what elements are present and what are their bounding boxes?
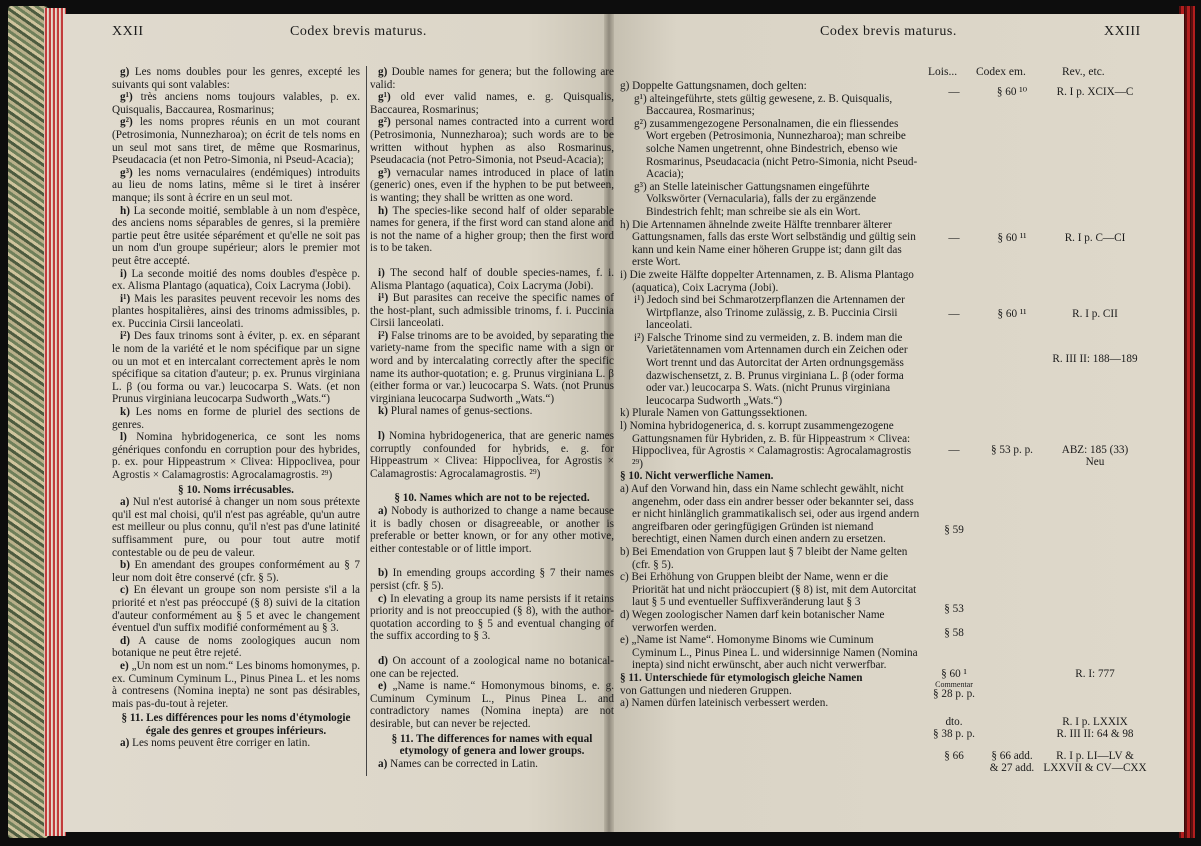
ref-rev: ABZ: 185 (33) [1061,444,1129,456]
ref-lois: § 58 [944,627,964,639]
paragraph: i²) Des faux trinoms sont à éviter, p. ex. en séparant le nom de la variété et le nom spécifique par un signe ou un mot et en intercalant correctement après le nom spécifique sa citation d'auteur; p. ex. Prunus virginiana L. β (ou forma ou var.) leucocarpa S. Wats. (et non Prunus virginiana leucocarpa Sudworth „Wats.“) [112,330,360,406]
paragraph: a) Nul n'est autorisé à changer un nom sous prétexte qu'il est mal choisi, qu'il n'est pas agréable, qu'un autre est meilleur ou plus connu, qu'il n'est pas d'une latinité suffisamment pure, ou pour tout autre motif contestable ou de peu de valeur. [112,496,360,559]
paragraph: g) Double names for genera; but the following are valid: [370,66,614,91]
paragraph: d) On account of a zoological name no botanical-one can be rejected. [370,654,614,680]
paragraph: g²) personal names contracted into a current word (Petrosimonia, Nunnezharoa); such words are to be written without hyphen as also Rosmarinus, Pseudacacia (not Petro-Simonia, not Pseud-Acacia); [370,116,614,167]
paragraph: c) Bei Erhöhung von Gruppen bleibt der Name, wenn er die Priorität hat und nicht präoccupiert (§ 8) ist, mit dem Autorcitat laut § 5 und eventueller Suffixveränderung laut § 3 [620,571,917,609]
paragraph: g³) les noms vernaculaires (endémiques) introduits au lieu de noms latins, même si le tiret à insérer manque; ils sont à écrire en un seul mot. [112,166,360,204]
paragraph: i²) Falsche Trinome sind zu vermeiden, z. B. indem man die Varietätennamen vom Artennamen durch ein Zeichen oder Wort trennt und das Autorcitat der Arten ordnungsgemäss dazwischensetzt, z. B. Prunus virginiana L. β (oder forma oder var.) leucocarpa S. Wats. (nicht Prunus virginiana leucocarpa Sudworth „Wats.“) [634,331,908,407]
paragraph: g¹) très anciens noms toujours valables, p. ex. Quisqualis, Baccaurea, Rosmarinus; [112,91,360,116]
french-column [112,66,360,750]
section-heading: § 11. Unterschiede für etymologisch gleiche Namen [620,671,863,684]
book-cover-left [8,6,48,838]
paragraph: g) Les noms doubles pour les genres, excepté les suivants qui sont valables: [112,66,360,91]
paragraph: i¹) But parasites can receive the specific names of the host-plant, such admissible trinoms, f. i. Puccinia Cirsii lanceolati. [370,292,614,330]
ref-codex: § 60 ¹¹ [997,308,1027,320]
paragraph: b) In emending groups according § 7 their names persist (cfr. § 5). [370,567,614,592]
header-rev: Rev., etc. [1062,66,1105,78]
section-heading: § 10. Names which are not to be rejected. [394,492,590,505]
left-running-title: Codex brevis maturus. [290,24,427,39]
paragraph: d) A cause de noms zoologiques aucun nom botanique ne peut être rejeté. [112,634,360,660]
ref-lois: — [948,444,960,456]
right-page-number: XXIII [1104,24,1141,39]
ref-rev: R. III II: 188—189 [1052,353,1138,365]
ref-rev: R. I p. C—CI [1064,232,1126,244]
paragraph: g¹) alteingeführte, stets gültig gewesene, z. B. Quisqualis, Baccaurea, Rosmarinus; [634,92,893,118]
ref-rev: R. I: 777 [1075,668,1115,680]
paragraph: b) Bei Emendation von Gruppen laut § 7 bleibt der Name gelten (cfr. § 5). [620,545,908,571]
section-heading: § 10. Noms irrécusables. [178,483,294,496]
ref-rev: R. I p. CII [1072,308,1118,320]
paragraph: k) Les noms en forme de pluriel des sections de genres. [112,406,360,431]
paragraph: a) Names can be corrected in Latin. [378,757,538,770]
paragraph: h) The species-like second half of older separable names for genera, if the first word can stand alone and is not the name of a higher group; then the first word is to be taken. [370,204,614,255]
left-page-number: XXII [112,24,144,39]
paragraph: c) En élevant un groupe son nom persiste s'il a la priorité et n'est pas préoccupé (§ 8) suivi de la citation d'auteur conformément au § 5 et avec le changement éventuel d'un suffix modifié conformément au § 3. [112,584,360,635]
paragraph: i¹) Mais les parasites peuvent recevoir les noms des plantes hospitalières, ainsi des trinoms admissibles, p. ex. Puccinia Cirsii lanceolati. [112,292,360,330]
paragraph: e) „Name ist Name“. Homonyme Binoms wie Cuminum Cyminum L., Pinus Pinea L. und widersinnige Namen (Nomina inepta) sind nicht erwünscht, aber auch nicht verwerfbar. [620,634,918,672]
page-edges [44,8,66,836]
ref-codex: § 66 add. [991,750,1033,762]
paragraph: g²) les noms propres réunis en un mot courant (Petrosimonia, Nunnezharoa); on écrit de tels noms en un seul mot sans tiret, de même que Rosmarinus, Pseudacacia (et non Petro-Simonia, ni Pseud-Acacia); [112,116,360,167]
paragraph: g²) zusammengezogene Personalnamen, die ein fliessendes Wort ergeben (Petrosimonia, Nunnezharoa); man schreibe solche Namen ungetrennt, ohne Bindestrich, ebenso wie Rosmarinus, Pseudacacia (nicht Petro-Simonia, nicht Pseud-Acacia); [634,117,918,181]
ref-rev: R. III II: 64 & 98 [1056,728,1134,740]
paragraph: g³) an Stelle lateinischer Gattungsnamen eingeführte Volkswörter (Vernacularia), falls der zu ergänzende Bindestrich fehlt; man schreibe sie als ein Wort. [634,180,877,218]
ref-codex: § 60 ¹¹ [997,232,1027,244]
ref-lois: dto. [945,716,963,728]
header-codex: Codex em. [976,66,1026,78]
paragraph: i²) False trinoms are to be avoided, by separating the variety-name from the specific name with a sign or word and by intercalating correctly after the specific name its author-quotation; e. g. Prunus virginiana L. β (either forma or var.) leucocarpa S. Wats. (not Prunus virginiana leucocarpa Sudworth „Wats.“) [370,329,614,405]
paragraph: l) Nomina hybridogenerica, that are generic names corruptly confounded for hybrids, e. g. for Hippeastrum × Clivea: Hippoclivea, for Agrostis × Calamagrostis: Agrocalamagrostis. ²⁹) [370,430,614,480]
ref-codex: § 53 p. p. [991,444,1033,456]
paragraph: von Gattungen und niederen Gruppen. [620,684,792,697]
paragraph: b) En amendant des groupes conformément au § 7 leur nom doit être conservé (cfr. § 5). [112,559,360,584]
paragraph: l) Nomina hybridogenerica, d. s. korrupt zusammengezogene Gattungsnamen für Hybriden, z. B. für Hippeastrum × Clivea: Hippoclivea, für Agrostis × Calamagrostis: Agrocalamagrostis ²⁹) [620,420,912,470]
ref-lois: § 60 ¹ [941,668,967,680]
paragraph: a) Les noms peuvent être corriger en latin. [120,737,311,750]
german-column [620,80,920,710]
paragraph: l) Nomina hybridogenerica, ce sont les noms génériques confondu en corruption pour des hybrides, p. ex. pour Hippeastrum × Clivea: Hippoclivea, pour Agrostis × Calamagrostis: Agrocalamagrostis. ²⁹) [112,431,360,481]
right-running-title: Codex brevis maturus. [820,24,957,39]
paragraph: g¹) old ever valid names, e. g. Quisqualis, Baccaurea, Rosmarinus; [370,91,614,116]
paragraph: g) Doppelte Gattungsnamen, doch gelten: [620,80,807,92]
column-divider [366,66,367,776]
ref-lois: — [948,86,960,98]
paragraph: g³) vernacular names introduced in place of latin (generic) ones, even if the hyphen to be put between, is wanting; they shall be written as one word. [370,166,614,204]
ref-lois: § 28 p. p. [933,688,975,700]
paragraph: a) Auf den Vorwand hin, dass ein Name schlecht gewählt, nicht angenehm, oder dass ein andrer besser oder bekannter sei, dass er nicht hinlänglich grammatikalisch sei, oder aus irgend andern angreifbaren oder geringfügigen Gründen ist niemand berechtigt, einen Namen durch einen andern zu ersetzen. [620,483,920,546]
ref-rev: R. I p. LXXIX [1062,716,1128,728]
paragraph: i) La seconde moitié des noms doubles d'espèce p. ex. Alisma Plantago (aquatica), Coix Lacryma (Jobi). [112,267,360,293]
paragraph: k) Plurale Namen von Gattungssektionen. [620,407,808,420]
ref-rev: R. I p. XCIX—C [1056,86,1134,98]
ref-lois: § 53 [944,603,964,615]
paragraph: h) La seconde moitié, semblable à un nom d'espèce, des anciens noms séparables de genres, si la première partie peut être usitée séparément et qu'elle ne soit pas un nom d'un groupe supérieur; alors le premier mot peut être accepté. [112,204,360,267]
paragraph: i) Die zweite Hälfte doppelter Artennamen, z. B. Alisma Plantago (aquatica), Coix Lacryma (Jobi). [620,268,914,294]
ref-lois: § 59 [944,524,964,536]
paragraph: c) In elevating a group its name persists if it retains priority and is not preoccupied (§ 8), with the author-quotation according to § 5 and eventual changing of the suffix according to § 3. [370,592,614,643]
ref-rev: Neu [1085,456,1105,468]
paragraph: i) The second half of double species-names, f. i. Alisma Plantago (aquatica), Coix Lacryma (Jobi). [370,266,614,292]
paragraph: a) Nobody is authorized to change a name because it is badly chosen or disagreeable, or another is preferable or better known, or for any other motive, either contestable or of little import. [370,505,614,555]
paragraph: i¹) Jedoch sind bei Schmarotzerpflanzen die Artennamen der Wirtpflanze, also Trinome zulässig, z. B. Puccinia Cirsii lanceolati. [634,294,905,332]
header-lois: Lois... [928,66,958,78]
section-heading: § 10. Nicht verwerfliche Namen. [620,470,774,483]
ref-lois: § 66 [944,750,964,762]
section-heading: § 11. Les différences pour les noms d'étymologie égale des genres et groupes inférieurs. [121,712,351,737]
section-heading: § 11. The differences for names with equal etymology of genera and lower groups. [391,732,593,758]
english-column [370,66,614,770]
ref-lois: — [948,232,960,244]
ref-rev: R. I p. LI—LV & [1056,750,1134,762]
ref-codex: & 27 add. [989,762,1035,774]
ref-rev: LXXVII & CV—CXX [1043,762,1147,774]
commentar-note: Commentar [935,680,973,689]
paragraph: h) Die Artennamen ähnelnde zweite Hälfte trennbarer älterer Gattungsnamen, falls das erste Wort selbständig und gültig sein kann und kein Name einer höheren Gruppe ist; dann gilt das erste Wort. [620,218,916,269]
paragraph: e) „Name is name.“ Homonymous binoms, e. g. Cuminum Cyminum L., Pinus Pinea L. and contradictory names (Nomina inepta) are not desirable, but can never be rejected. [370,680,614,730]
ref-lois: § 38 p. p. [933,728,975,740]
paragraph: d) Wegen zoologischer Namen darf kein botanischer Name verworfen werden. [620,608,885,634]
paragraph: a) Namen dürfen lateinisch verbessert werden. [620,697,829,710]
paragraph: k) Plural names of genus-sections. [378,405,533,418]
paragraph: e) „Un nom est un nom.“ Les binoms homonymes, p. ex. Cuminum Cyminum L., Pinus Pinea L. et les noms à contresens (Nomina inepta) ne sont pas désirables, mais pas-du-tout à rejeter. [112,659,360,710]
ref-lois: — [948,308,960,320]
ref-codex: § 60 ¹⁰ [996,86,1028,98]
